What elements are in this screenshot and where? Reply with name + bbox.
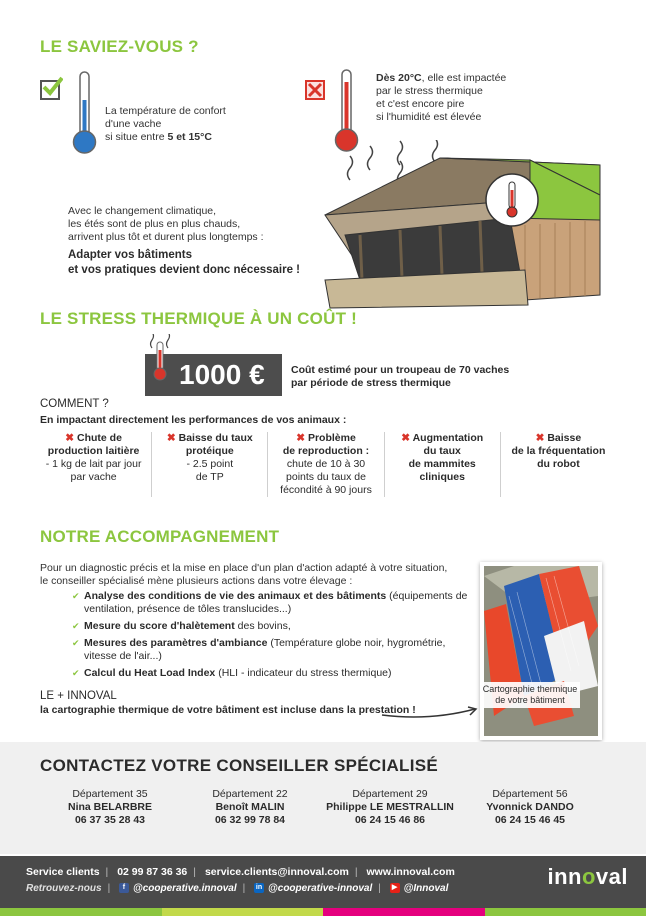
cross-mark-icon: ✖ [401, 432, 411, 444]
section-title-stress: LE STRESS THERMIQUE À UN COÛT ! [40, 309, 357, 328]
advisor-card [460, 788, 600, 827]
advisor-phone[interactable]: 06 24 15 46 86 [354, 814, 426, 826]
advisor-card [40, 788, 180, 827]
advisor-dept: Département 22 [212, 788, 288, 800]
impact-title-2: du taux [423, 445, 461, 457]
advisor-name: Yvonnick DANDO [486, 801, 574, 813]
small-thermometer-icon [148, 334, 172, 384]
logo-part-3: val [595, 864, 628, 889]
thermal-map-image [484, 566, 598, 736]
cost-line-2: par période de stress thermique [291, 377, 451, 389]
color-stripe [0, 908, 646, 916]
facebook-icon: f [119, 883, 129, 893]
youtube-link[interactable]: @Innoval [403, 883, 449, 894]
impact-mastitis [385, 432, 501, 497]
cost-description [291, 364, 509, 390]
follow-label: Retrouvez-nous [26, 883, 102, 894]
impact-detail-3: fécondité à 90 jours [280, 484, 372, 496]
advisor-name: Benoît MALIN [215, 801, 285, 813]
cross-icon [305, 80, 325, 100]
linkedin-link[interactable]: @cooperative-innoval [268, 883, 373, 894]
impact-title-3: de mammites [408, 458, 476, 470]
section-title-accompagnement: NOTRE ACCOMPAGNEMENT [40, 527, 280, 546]
advisor-phone[interactable]: 06 24 15 46 45 [494, 814, 566, 826]
logo-part-1: inn [547, 864, 582, 889]
check-icon [40, 80, 60, 100]
facebook-link[interactable]: @cooperative.innoval [132, 883, 237, 894]
advisor-dept: Département 35 [72, 788, 148, 800]
footer-social-row: Retrouvez-nous | f @cooperative.innoval | in @cooperative-innoval | ▶ @Innoval [26, 883, 449, 894]
list-item [72, 590, 472, 616]
heat-line-3: et c'est encore pire [376, 98, 465, 110]
impact-intro: En impactant directement les performances de vos animaux : [40, 414, 347, 426]
action-list [72, 590, 472, 684]
advisor-list [40, 788, 600, 827]
heat-text [376, 72, 506, 124]
advisor-name: Philippe LE MESTRALLIN [326, 801, 454, 813]
arrow-icon [380, 705, 480, 725]
logo-part-2: o [581, 864, 596, 889]
website-link[interactable]: www.innoval.com [366, 866, 455, 878]
climate-text [68, 205, 264, 244]
heat-line-1 [376, 72, 506, 85]
action-title: Calcul du Heat Load Index [84, 667, 216, 679]
impact-detail-2: de TP [195, 471, 224, 483]
advisor-phone[interactable]: 06 32 99 78 84 [214, 814, 286, 826]
action-title: Mesures des paramètres d'ambiance [84, 637, 268, 649]
linkedin-icon: in [255, 884, 263, 892]
comfort-line-3-pre: si situe entre [105, 131, 168, 143]
plus-text: la cartographie thermique de votre bâtiment est incluse dans la prestation ! [40, 704, 416, 716]
impact-robot [501, 432, 616, 497]
impact-reproduction [268, 432, 384, 497]
impact-milk [36, 432, 152, 497]
comfort-line-2: d'une vache [105, 118, 162, 130]
contact-section [0, 742, 646, 854]
heat-line-2: par le stress thermique [376, 85, 483, 97]
impact-list [36, 432, 616, 497]
impact-detail-2: par vache [70, 471, 117, 483]
impact-detail-1: - 2.5 point [186, 458, 234, 470]
climate-line-3: arrivent plus tôt et durent plus longtemps : [68, 231, 264, 243]
impact-detail-1: chute de 10 à 30 [286, 458, 366, 470]
impact-title-1: Augmentation [412, 432, 484, 444]
impact-title-2: de reproduction : [282, 445, 370, 457]
impact-title-1: Baisse du taux [178, 432, 253, 444]
footer [0, 856, 646, 916]
list-item [72, 620, 472, 633]
accomp-intro [40, 562, 447, 588]
action-detail: (équipements de ventilation, présence de tôles translucides...) [84, 590, 468, 615]
action-title: Analyse des conditions de vie des animaux et des bâtiments [84, 590, 387, 602]
photo-caption [480, 682, 580, 708]
heat-line-4: si l'humidité est élevée [376, 111, 482, 123]
thermal-map-photo [480, 562, 602, 740]
cross-mark-icon: ✖ [535, 432, 545, 444]
advisor-card [180, 788, 320, 827]
action-title: Mesure du score d'halètement [84, 620, 235, 632]
cross-mark-icon: ✖ [65, 432, 75, 444]
accomp-intro-1: Pour un diagnostic précis et la mise en place d'un plan d'action adapté à votre situation, [40, 562, 448, 574]
innoval-logo [547, 864, 628, 890]
service-phone[interactable]: 02 99 87 36 36 [117, 866, 188, 878]
advisor-dept: Département 29 [352, 788, 428, 800]
impact-detail-2: points du taux de [286, 471, 366, 483]
cross-mark-icon: ✖ [296, 432, 306, 444]
comfort-text [105, 105, 226, 144]
cross-mark-icon: ✖ [166, 432, 176, 444]
contact-title: CONTACTEZ VOTRE CONSEILLER SPÉCIALISÉ [40, 756, 439, 775]
impact-title-1: Chute de [77, 432, 122, 444]
advisor-dept: Département 56 [492, 788, 568, 800]
caption-line-1: Cartographie thermique [482, 684, 578, 694]
action-detail: des bovins, [234, 620, 291, 632]
advisor-phone[interactable]: 06 37 35 28 43 [74, 814, 146, 826]
cold-thermometer-icon [70, 70, 98, 156]
heat-line-1-rest: , elle est impactée [421, 72, 507, 84]
impact-title-2: protéique [185, 445, 234, 457]
list-item [72, 667, 472, 680]
cost-line-1: Coût estimé pour un troupeau de 70 vaches [291, 364, 510, 376]
impact-title-2: de la fréquentation [511, 445, 606, 457]
caption-line-2: de votre bâtiment [495, 695, 565, 705]
impact-title-2: production laitière [47, 445, 140, 457]
impact-title-4: cliniques [419, 471, 465, 483]
climate-line-2: les étés sont de plus en plus chauds, [68, 218, 241, 230]
advisor-card [320, 788, 460, 827]
climate-line-1: Avec le changement climatique, [68, 205, 217, 217]
action-detail: (Température globe noir, hygrométrie, vitesse de l'air...) [84, 637, 446, 662]
youtube-icon: ▶ [390, 883, 400, 893]
impact-title-1: Problème [307, 432, 356, 444]
impact-protein [152, 432, 268, 497]
plus-heading: LE + INNOVAL [40, 690, 117, 702]
comfort-line-1: La température de confort [105, 105, 226, 117]
impact-detail-1: - 1 kg de lait par jour [45, 458, 142, 470]
comment-heading: COMMENT ? [40, 398, 109, 410]
heat-threshold: Dès 20°C [376, 72, 422, 84]
list-item [72, 637, 472, 663]
barn-illustration [300, 140, 610, 310]
comfort-range: 5 et 15°C [167, 131, 212, 143]
service-email-link[interactable]: service.clients@innoval.com [204, 866, 349, 878]
adapt-text [68, 248, 300, 278]
impact-title-1: Baisse [547, 432, 582, 444]
cost-value: 1000 € [179, 359, 265, 390]
action-detail: (HLI - indicateur du stress thermique) [215, 667, 392, 679]
adapt-line-1: Adapter vos bâtiments [68, 249, 192, 261]
accomp-intro-2: le conseiller spécialisé mène plusieurs actions dans votre élevage : [40, 575, 353, 587]
footer-contact-row: Service clients | 02 99 87 36 36 | service.clients@innoval.com | www.innoval.com [26, 866, 455, 878]
advisor-name: Nina BELARBRE [67, 801, 152, 813]
adapt-line-2: et vos pratiques devient donc nécessaire ! [68, 264, 300, 276]
service-label: Service clients [26, 866, 100, 878]
comfort-line-3 [105, 131, 226, 144]
impact-title-3: du robot [537, 458, 580, 470]
section-title-saviez: LE SAVIEZ-VOUS ? [40, 37, 199, 56]
